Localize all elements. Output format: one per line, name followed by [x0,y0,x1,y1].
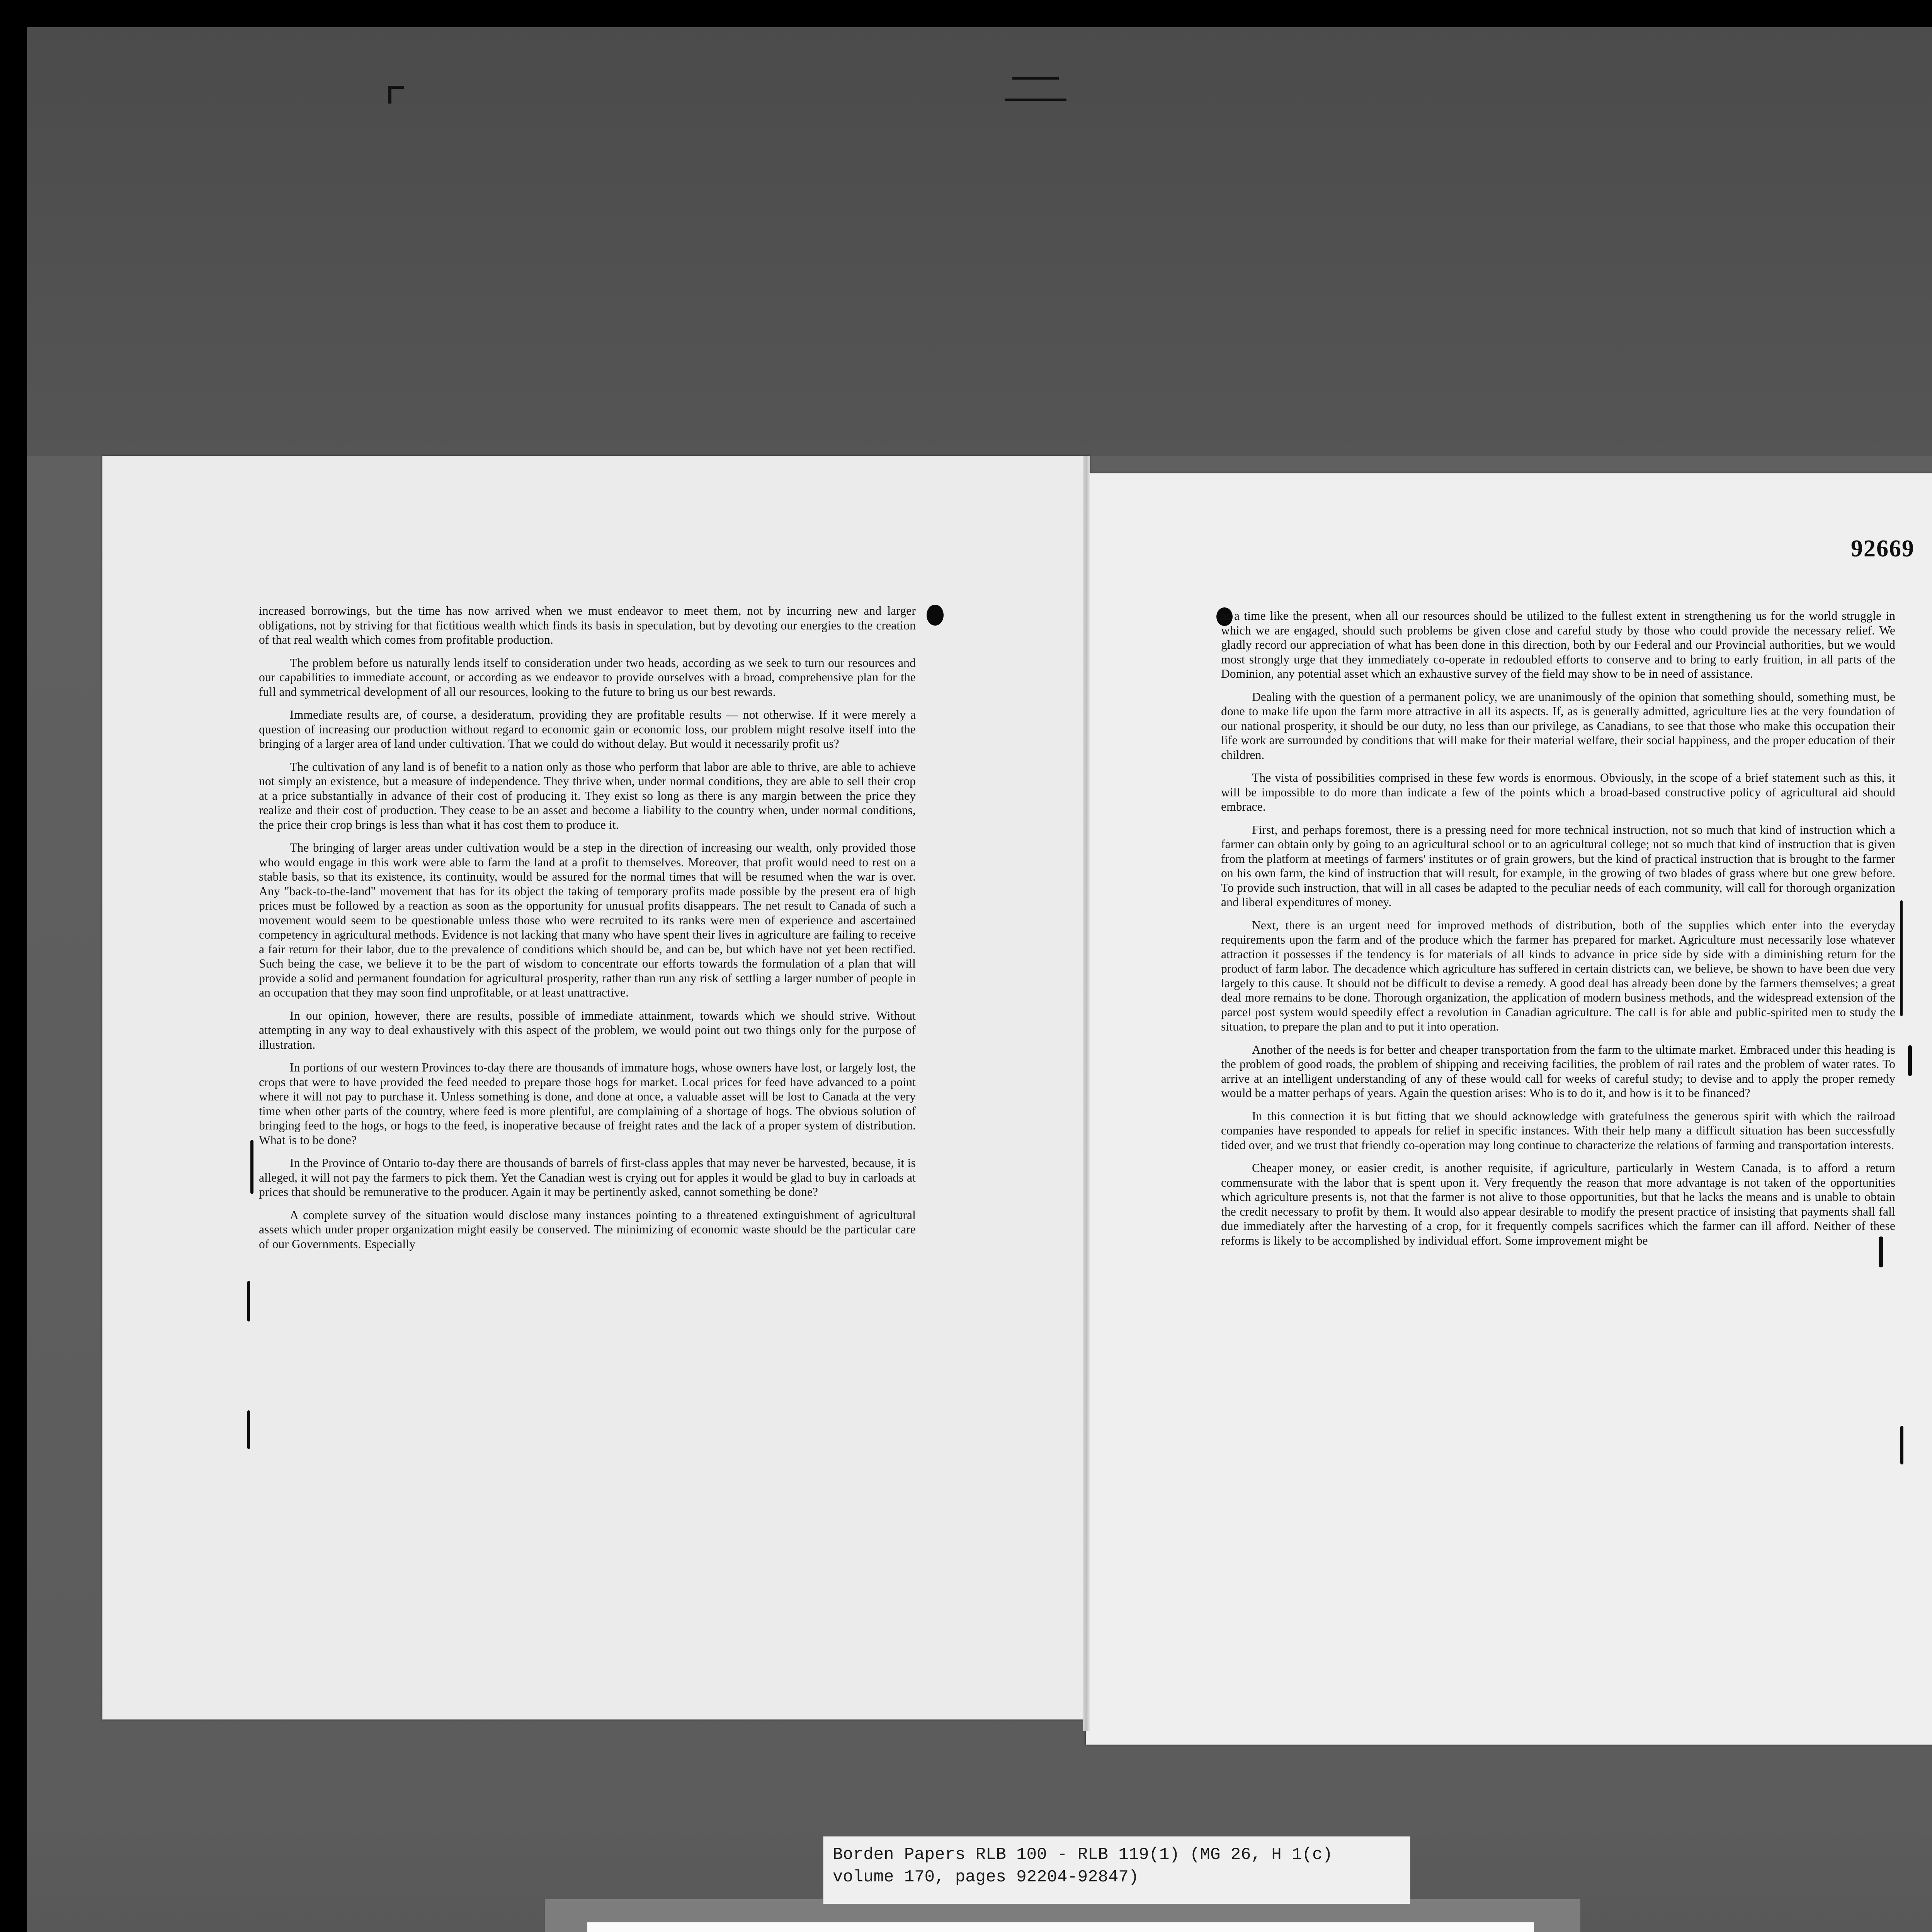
margin-mark [250,1140,253,1194]
page-number: 92669 [1851,536,1915,562]
corner-mark [388,86,404,89]
page-fold [1083,456,1090,1731]
paragraph: In this connection it is but fitting that we should acknowledge with gratefulness the generous spirit with which the railroad companies have responded to appeals for relief in specific instances. With their help many a difficult situation has been successfully tided over, and we trust that friendly co-operation may long continue to characterize the relations of farming and transportation interests. [1221,1109,1895,1152]
archives-card [587,1922,1534,1932]
margin-mark [247,1410,250,1449]
paragraph: In the Province of Ontario to-day there are thousands of barrels of first-class apples that may never be harvested, because, it is alleged, it will not pay the farmers to pick them. Yet the Canadian west is crying out for apples it would be glad to buy in carloads at prices that should be remunerative to the producer. Again it may be pertinently asked, cannot something be done? [259,1156,916,1199]
paragraph: Next, there is an urgent need for improved methods of distribution, both of the supplies which enter into the everyday requirements upon the farm and of the produce which the farmer has prepared for market. Agriculture must necessarily lose whatever attraction it possesses if the tendency is for materials of all kinds to advance in price side by side with a diminishing return for the product of farm labor. The decadence which agriculture has suffered in certain districts can, we believe, be shown to have been due very largely to this cause. It should not be difficult to devise a remedy. A good deal has already been done by the farmers themselves; a great deal more remains to be done. Thorough organization, the application of modern business methods, and the widespread extension of the parcel post system would speedily effect a revolution in Canadian agriculture. The call is for able and public-spirited men to study the situation, to prepare the plan and to put it into operation. [1221,918,1895,1033]
center-mark [1005,99,1066,101]
paragraph: A complete survey of the situation would disclose many instances pointing to a threatened extinguishment of agricultural assets which under proper organization might easily be conserved. The minimizing of economic waste should be the particular care of our Governments. Especially [259,1208,916,1251]
paragraph: Immediate results are, of course, a desideratum, providing they are profitable results — not otherwise. If it were merely a question of increasing our production without regard to economic gain or economic loss, our problem might resolve itself into the bringing of a larger area of land under cultivation. That we could do without delay. But would it necessarily profit us? [259,708,916,750]
paragraph: The problem before us naturally lends itself to consideration under two heads, according as we seek to turn our resources and our capabilities to immediate account, or according as we endeavor to provide ourselves with a broad, comprehensive plan for the full and symmetrical development of all our resources, looking to the future to bring us our best rewards. [259,656,916,699]
margin-mark [1908,1045,1912,1076]
reference-line-2: volume 170, pages 92204-92847) [833,1867,1139,1887]
margin-mark [1900,1426,1903,1464]
margin-mark [1900,900,1903,1016]
right-text-column [1221,609,1895,1256]
margin-mark [247,1281,250,1321]
paragraph: Another of the needs is for better and cheaper transportation from the farm to the ultimate market. Embraced under this heading is the problem of good roads, the problem of shipping and receiving facilities, the problem of rail rates and the problem of water rates. To arrive at an intelligent understanding of any of these would call for weeks of careful study; to devise and to apply the proper remedy would be a matter perhaps of years. Again the question arises: Who is to do it, and how is it to be financed? [1221,1043,1895,1100]
paragraph: The vista of possibilities comprised in these few words is enormous. Obviously, in the scope of a brief statement such as this, it will be impossible to do more than indicate a few of the points which a broad-based constructive policy of agricultural aid should embrace. [1221,771,1895,813]
center-mark [1012,77,1059,80]
reference-line-1: Borden Papers RLB 100 - RLB 119(1) (MG 26, H 1(c) [833,1845,1333,1864]
ink-blot [927,605,944,626]
paragraph: First, and perhaps foremost, there is a pressing need for more technical instruction, not so much that kind of instruction which a farmer can obtain only by going to an agricultural school or to an agricultural college; not so much that kind of instruction that is given from the platform at meetings of farmers' institutes or of grain growers, but the kind of practical instruction that is brought to the farmer on his own farm, the kind of instruction that will result, for example, in the growing of two blades of grass where but one grew before. To provide such instruction, that will in all cases be adapted to the peculiar needs of each community, will call for thorough organization and liberal expenditures of money. [1221,823,1895,909]
left-text-column [259,604,916,1260]
paragraph: Dealing with the question of a permanent policy, we are unanimously of the opinion that something should, something must, be done to make life upon the farm more attractive in all its aspects. If, as is generally admitted, agriculture lies at the very foundation of our national prosperity, it should be our duty, no less than our privilege, as Canadians, to see that those who make this occupation their life work are surrounded by conditions that will make for their material welfare, their social happiness, and the proper education of their children. [1221,690,1895,762]
paragraph: The cultivation of any land is of benefit to a nation only as those who perform that labor are able to thrive, are able to achieve not simply an existence, but a measure of independence. They thrive when, under normal conditions, they are able to sell their crop at a price substantially in advance of their cost of producing it. They exist so long as there is any margin between the price they realize and their cost of production. They cease to be an asset and become a liability to the country when, under normal conditions, the price their crop brings is less than what it has cost them to produce it. [259,760,916,832]
paragraph: Cheaper money, or easier credit, is another requisite, if agriculture, particularly in Western Canada, is to afford a return commensurate with the labor that is spent upon it. Very frequently the reason that more advantage is not taken of the opportunities which agriculture presents is, not that the farmer is not alive to those opportunities, but that he lacks the means and is unable to obtain the credit necessary to profit by them. It would also appear desirable to modify the present practice of insisting that payments shall fall due immediately after the harvesting of a crop, for it frequently compels sacrifices which the farmer can ill afford. Neither of these reforms is likely to be accomplished by individual effort. Some improvement might be [1221,1161,1895,1247]
paragraph: In portions of our western Provinces to-day there are thousands of immature hogs, whose owners have lost, or largely lost, the crops that were to have provided the feed needed to prepare those hogs for market. Local prices for feed have advanced to a point where it will not pay to purchase it. Unless something is done, and done at once, a valuable asset will be lost to Canada at the very time when other parts of the country, where feed is more plentiful, are complaining of a shortage of hogs. The obvious solution of bringing feed to the hogs, or hogs to the feed, is inoperative because of freight rates and the lack of a proper system of distribution. What is to be done? [259,1061,916,1147]
paragraph: increased borrowings, but the time has now arrived when we must endeavor to meet them, not by incurring new and larger obligations, not by striving for that fictitious wealth which finds its basis in speculation, but by devoting our energies to the creation of that real wealth which comes from profitable production. [259,604,916,646]
reference-label [823,1836,1410,1904]
paragraph: The bringing of larger areas under cultivation would be a step in the direction of increasing our wealth, only provided those who would engage in this work were able to farm the land at a profit to themselves. Moreover, that profit would need to rest on a stable basis, so that its existence, its continuity, would be assured for the normal times that will be resumed when the war is over. Any "back-to-the-land" movement that has for its object the taking of temporary profits made possible by the present era of high prices must be followed by a reaction as soon as the opportunity for unusual profits disappears. The net result to Canada of such a movement would seem to be questionable unless those who were recruited to its ranks were men of experience and ascertained competency in agricultural methods. Evidence is not lacking that many who have spent their lives in agriculture are failing to receive a fair return for their labor, due to the prevalence of conditions which should be, and can be, but which have not yet been rectified. Such being the case, we believe it to be the part of wisdom to concentrate our efforts towards the formulation of a plan that will provide a solid and permanent foundation for agricultural prosperity, rather than run any risk of settling a larger number of people in an occupation that they may soon find unprofitable, or at least unattractive. [259,841,916,999]
film-edge-left [0,0,27,1932]
paragraph: at a time like the present, when all our resources should be utilized to the fullest extent in strengthening us for the world struggle in which we are engaged, should such problems be given close and careful study by those who could provide the necessary relief. We gladly record our appreciation of what has been done in this direction, both by our Federal and our Provincial authorities, but we would most strongly urge that they immediately co-operate in redoubled efforts to conserve and to bring to early fruition, in all parts of the Dominion, any potential asset which an exhaustive survey of the field may show to be in need of assistance. [1221,609,1895,680]
paragraph: In our opinion, however, there are results, possible of immediate attainment, towards which we should strive. Without attempting in any way to deal exhaustively with this aspect of the problem, we would point out two things only for the purpose of illustration. [259,1009,916,1051]
